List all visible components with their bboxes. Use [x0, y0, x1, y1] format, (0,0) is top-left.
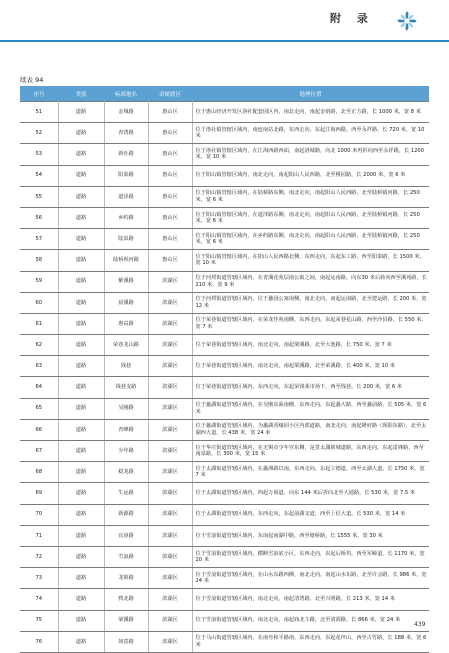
table-row: [20, 441, 429, 462]
table-row: [20, 123, 429, 144]
cell-location: 位于河埒街道管辖区域内，在青溪花苑层南公寓之间，南起运南路，向东30 米后转向西至溪苑路，长 210 米，宽 9 米: [192, 271, 429, 292]
cell-category: 道路: [58, 462, 104, 483]
cell-location: 位于阳山镇管辖区域内，在阳山人民西路北侧，东西走向，东起东工路，西至阳泰路，长 1500 米，宽 10 米: [192, 250, 429, 271]
cell-location: 位于阳山镇管辖区域内，在陆桥路东侧，南北走向，南起阳山人民西路，北至陆桥镇河路，长 250 米，宽 6 米: [192, 186, 429, 207]
cell-standard-name: 钱巷: [104, 356, 148, 377]
cell-serial: 63: [20, 356, 58, 377]
header-serial: 序号: [20, 86, 58, 102]
cell-serial: 73: [20, 568, 58, 589]
cell-location: 位于河埒街道管辖区域内，位于蠡园公寓南侧，南北走向，南起运南路，北至建运路，长 200 米，宽 12 米: [192, 292, 429, 313]
table-row: [20, 568, 429, 589]
cell-serial: 59: [20, 271, 58, 292]
cell-district: 滨湖区: [148, 568, 192, 589]
cell-district: 滨湖区: [148, 546, 192, 567]
table-row: [20, 504, 429, 525]
cell-serial: 62: [20, 335, 58, 356]
cell-district: 惠山区: [148, 165, 192, 186]
cell-standard-name: 金城路: [104, 102, 148, 123]
cell-serial: 67: [20, 441, 58, 462]
cell-category: 道路: [58, 335, 104, 356]
cell-category: 道路: [58, 504, 104, 525]
cell-standard-name: 陆桥坝河路: [104, 250, 148, 271]
cell-location: 位于太湖街道管辖区域内，在蠡洲路以南，东西走向，东起立德道，西至太湖大道，长 1750 米，宽 7 米: [192, 462, 429, 483]
table-row: [20, 356, 429, 377]
cell-district: 滨湖区: [148, 589, 192, 610]
cell-serial: 69: [20, 483, 58, 504]
table-row: [20, 483, 429, 504]
page-header: [0, 0, 449, 43]
table-row: [20, 207, 429, 228]
header-title: 附 录: [330, 12, 374, 25]
cell-serial: 70: [20, 504, 58, 525]
table-header-row: [20, 86, 429, 102]
cell-district: 滨湖区: [148, 313, 192, 334]
cell-category: 道路: [58, 441, 104, 462]
cell-location: 位于洛社镇管辖区域内，南连南站北路，东西走向，东起江海西路，西至永祥路，长 720 米，宽 10 米: [192, 123, 429, 144]
cell-standard-name: 阳泰路: [104, 165, 148, 186]
cell-district: 滨湖区: [148, 525, 192, 546]
cell-standard-name: 生运路: [104, 483, 148, 504]
cell-standard-name: 青湾路: [104, 123, 148, 144]
cell-category: 道路: [58, 610, 104, 631]
cell-standard-name: 稳龙路: [104, 462, 148, 483]
cell-standard-name: 吴刚路: [104, 398, 148, 419]
cell-serial: 52: [20, 123, 58, 144]
cell-location: 位于阳山镇管辖区域内，在道泽路东侧，南北走向，南起阳山人民西路，北至陆桥镇河路，长 250 米，宽 6 米: [192, 207, 429, 228]
cell-category: 道路: [58, 483, 104, 504]
cell-location: 位于荣巷街道管辖区域内，东西走向，东起荣钱莱市场下，西至钱巷，长 200 米，宽 6 米: [192, 377, 429, 398]
table-row: [20, 271, 429, 292]
table-caption: 续表 94: [20, 76, 44, 84]
table-row: [20, 165, 429, 186]
cell-standard-name: 青峰路: [104, 419, 148, 440]
cell-standard-name: 荣巷龙山路: [104, 335, 148, 356]
cell-serial: 68: [20, 462, 58, 483]
cell-category: 道路: [58, 419, 104, 440]
cell-district: 惠山区: [148, 250, 192, 271]
cell-category: 道路: [58, 377, 104, 398]
cell-serial: 72: [20, 546, 58, 567]
cell-serial: 55: [20, 186, 58, 207]
cell-serial: 74: [20, 589, 58, 610]
cell-standard-name: 陆泉路: [104, 229, 148, 250]
cell-district: 滨湖区: [148, 271, 192, 292]
cell-category: 道路: [58, 589, 104, 610]
cell-district: 滨湖区: [148, 398, 192, 419]
cell-district: 惠山区: [148, 207, 192, 228]
cell-location: 位于雪浪街道管辖区域内，南北走向，南起庙北主路，北至清源路，长 866 米，宽 24 米: [192, 610, 429, 631]
header-district: 隶属辖区: [148, 86, 192, 102]
cell-standard-name: 晨溪路: [104, 292, 148, 313]
cell-serial: 53: [20, 144, 58, 165]
cell-category: 道路: [58, 271, 104, 292]
cell-district: 滨湖区: [148, 356, 192, 377]
table-row: [20, 462, 429, 483]
cell-location: 位于雪浪街道管辖区域内，南北走向，南起清湾路，北至兴明路，长 213 米，宽 14 米: [192, 589, 429, 610]
cell-serial: 57: [20, 229, 58, 250]
table-row: [20, 419, 429, 440]
cell-category: 道路: [58, 313, 104, 334]
cell-location: 位于阳山镇管辖区域内，南北走向，南起阳山人民西路，北至桃园路，长 2000 米，宽 6 米: [192, 165, 429, 186]
cell-standard-name: 少年路: [104, 441, 148, 462]
cell-serial: 61: [20, 313, 58, 334]
table-row: [20, 546, 429, 567]
cell-district: 惠山区: [148, 229, 192, 250]
cell-category: 道路: [58, 250, 104, 271]
cell-standard-name: 梁溪路: [104, 610, 148, 631]
cell-serial: 65: [20, 398, 58, 419]
header-category: 类别: [58, 86, 104, 102]
cell-standard-name: 新社路: [104, 144, 148, 165]
cell-standard-name: 紫溪路: [104, 271, 148, 292]
table-row: [20, 250, 429, 271]
cell-category: 道路: [58, 525, 104, 546]
table-row: [20, 229, 429, 250]
cell-location: 位于蠡湖街道管辖区域内，在吴刚东面南侧，东西走向，东起蠡大路，西至蠡前路，长 505 米，宽 6 米: [192, 398, 429, 419]
cell-location: 位于蠡湖街道管辖区域内，为蠡湖香缘园小区内部道路，南北走向，南起隆府路（现阳东路），北至太湖西大道，长 438 米，宽 24 米: [192, 419, 429, 440]
flower-logo-icon: [390, 4, 424, 38]
cell-district: 惠山区: [148, 186, 192, 207]
page-number: 439: [414, 621, 426, 628]
cell-category: 道路: [58, 398, 104, 419]
cell-category: 道路: [58, 356, 104, 377]
cell-location: 位于华庄街道管辖区域内，在无锡市少年宫东侧，是贯太湖新城道路，东西走向，东起雷锋路，西至南泉路，长 300 米，宽 15 米: [192, 441, 429, 462]
cell-location: 位于太湖街道管辖区域内，西起万顷道，向东 144 米后折向北至大通路，长 530 米，宽 7.5 米: [192, 483, 429, 504]
cell-district: 滨湖区: [148, 610, 192, 631]
cell-category: 道路: [58, 631, 104, 652]
cell-district: 惠山区: [148, 144, 192, 165]
cell-serial: 58: [20, 250, 58, 271]
cell-serial: 76: [20, 631, 58, 652]
cell-location: 位于雪浪街道管辖区域内，在山水东路西侧，南北走向，南起山水东路，北至许会路，长 986 米，宽 24 米: [192, 568, 429, 589]
cell-location: 位于荣巷街道管辖区域内，在荣龙佳苑南侧，东西走向，东起荣巷花山路，西至沙县路，长 550 米，宽 7 米: [192, 313, 429, 334]
cell-district: 滨湖区: [148, 377, 192, 398]
road-name-table: [20, 86, 429, 653]
cell-standard-name: 乡约路: [104, 207, 148, 228]
cell-category: 道路: [58, 292, 104, 313]
table-row: [20, 589, 429, 610]
table-row: [20, 313, 429, 334]
cell-serial: 60: [20, 292, 58, 313]
cell-serial: 75: [20, 610, 58, 631]
cell-district: 滨湖区: [148, 504, 192, 525]
cell-category: 道路: [58, 568, 104, 589]
header-location: 地理位置: [192, 86, 429, 102]
cell-district: 惠山区: [148, 102, 192, 123]
cell-location: 位于雪浪街道管辖区域内，东南起南湖中路，西至塘桥路，长 1555 米，宽 30 米: [192, 525, 429, 546]
table-row: [20, 335, 429, 356]
cell-category: 道路: [58, 123, 104, 144]
table-row: [20, 398, 429, 419]
table-row: [20, 144, 429, 165]
cell-standard-name: 惠益路: [104, 313, 148, 334]
cell-standard-name: 新源路: [104, 504, 148, 525]
cell-standard-name: 如意路: [104, 631, 148, 652]
cell-location: 位于荣巷街道管辖区域内，南北走向，南起梁溪路，北至大池路，长 750 米，宽 7 米: [192, 335, 429, 356]
cell-location: 位于荣巷街道管辖区域内，南北走向，南起梁溪路，北至荣溪路，长 400 米，宽 10 米: [192, 356, 429, 377]
header-standard-name: 标准地名: [104, 86, 148, 102]
cell-location: 位于阳山镇管辖区域内，在乡约路东侧，南北走向，南起阳山人民西路，北至陆桥镇河路，长 250 米，宽 6 米: [192, 229, 429, 250]
cell-standard-name: 鸦北路: [104, 589, 148, 610]
table-row: [20, 525, 429, 546]
cell-category: 道路: [58, 144, 104, 165]
header-rule: [0, 40, 449, 42]
cell-serial: 51: [20, 102, 58, 123]
cell-category: 道路: [58, 165, 104, 186]
table-row: [20, 610, 429, 631]
cell-location: 位于惠山经济开发区洛社配套园区内，南北走向，南起金钥路，北至正方路，长 1000 米，宽 8 米: [192, 102, 429, 123]
cell-district: 滨湖区: [148, 462, 192, 483]
cell-district: 滨湖区: [148, 631, 192, 652]
cell-serial: 56: [20, 207, 58, 228]
cell-district: 惠山区: [148, 123, 192, 144]
cell-serial: 64: [20, 377, 58, 398]
cell-category: 道路: [58, 207, 104, 228]
cell-standard-name: 雪浪路: [104, 546, 148, 567]
cell-category: 道路: [58, 229, 104, 250]
cell-district: 滨湖区: [148, 419, 192, 440]
cell-district: 滨湖区: [148, 483, 192, 504]
cell-location: 位于雪浪街道管辖区域内，横断雪浪底小区，东西走向，东起后桥坞，西至军嶂道，长 1170 米，宽 20 米: [192, 546, 429, 567]
table-row: [20, 186, 429, 207]
cell-standard-name: 宜淳路: [104, 525, 148, 546]
cell-serial: 66: [20, 419, 58, 440]
cell-serial: 71: [20, 525, 58, 546]
cell-district: 滨湖区: [148, 441, 192, 462]
cell-serial: 54: [20, 165, 58, 186]
cell-standard-name: 钱巷支路: [104, 377, 148, 398]
table-row: [20, 292, 429, 313]
table-row: [20, 631, 429, 652]
cell-category: 道路: [58, 102, 104, 123]
cell-standard-name: 道泽路: [104, 186, 148, 207]
cell-district: 滨湖区: [148, 335, 192, 356]
cell-location: 位于马山街道管辖区域内，在南舟和平路南，东西走向，东起花坪山，西至古竹路，长 188 米，宽 6 米: [192, 631, 429, 652]
table-row: [20, 102, 429, 123]
cell-category: 道路: [58, 546, 104, 567]
cell-category: 道路: [58, 186, 104, 207]
cell-location: 位于太湖街道管辖区域内，东西走向，东起前湖支道，西至上信大道，长 530 米，宽 14 米: [192, 504, 429, 525]
cell-district: 滨湖区: [148, 292, 192, 313]
cell-standard-name: 龙筱路: [104, 568, 148, 589]
cell-location: 位于洛社镇管辖区域内，在江海西路西面，南起洛城路，向北 1000 米再折向西至永祥路，长 1200 米，宽 10 米: [192, 144, 429, 165]
table-row: [20, 377, 429, 398]
